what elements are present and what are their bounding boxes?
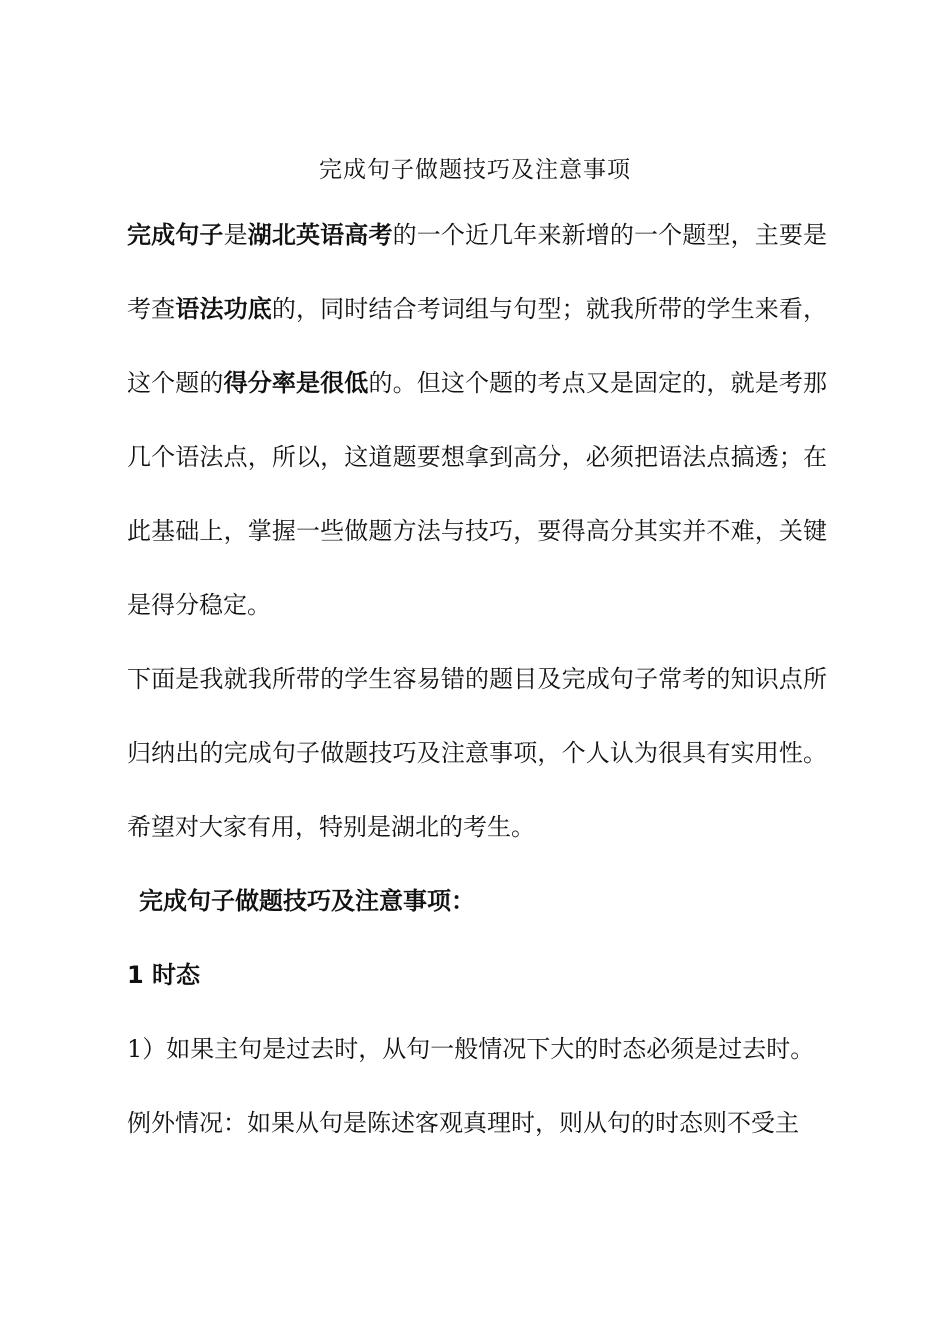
document-title: 完成句子做题技巧及注意事项	[319, 157, 631, 183]
intro-text-2: 的一个近几年来新增的一个题型，主要是考查	[127, 221, 828, 323]
section-heading: 完成句子做题技巧及注意事项：	[139, 887, 475, 915]
bold-term-low-score-rate: 得分率是很低	[223, 369, 369, 397]
list-item-1: 1）如果主句是过去时，从句一般情况下大的时态必须是过去时。	[127, 1035, 815, 1063]
intro-text-1: 是	[223, 221, 248, 249]
document-body	[127, 198, 827, 1160]
bold-term-grammar-basis: 语法功底	[175, 295, 272, 323]
summary-paragraph: 下面是我就我所带的学生容易错的题目及完成句子常考的知识点所归纳出的完成句子做题技巧及注意事项，个人认为很具有实用性。希望对大家有用，特别是湖北的考生。	[127, 665, 827, 841]
intro-text-3: 的，同时结合考词组与句型；就我所带的学生来看，这个题的	[127, 295, 828, 397]
bold-term-completion-sentence: 完成句子	[127, 221, 224, 249]
list-item-exception: 例外情况：如果从句是陈述客观真理时，则从句的时态则不受主	[127, 1109, 799, 1137]
intro-text-4: 的。但这个题的考点又是固定的，就是考那几个语法点，所以，这道题要想拿到高分，必须把语法点搞透；在此基础上，掌握一些做题方法与技巧，要得高分其实并不难，关键是得分稳定。	[127, 369, 828, 619]
bold-term-hubei-exam: 湖北英语高考	[247, 221, 393, 249]
intro-paragraph	[127, 198, 827, 642]
sub-heading-tense: 1 时态	[127, 961, 201, 989]
